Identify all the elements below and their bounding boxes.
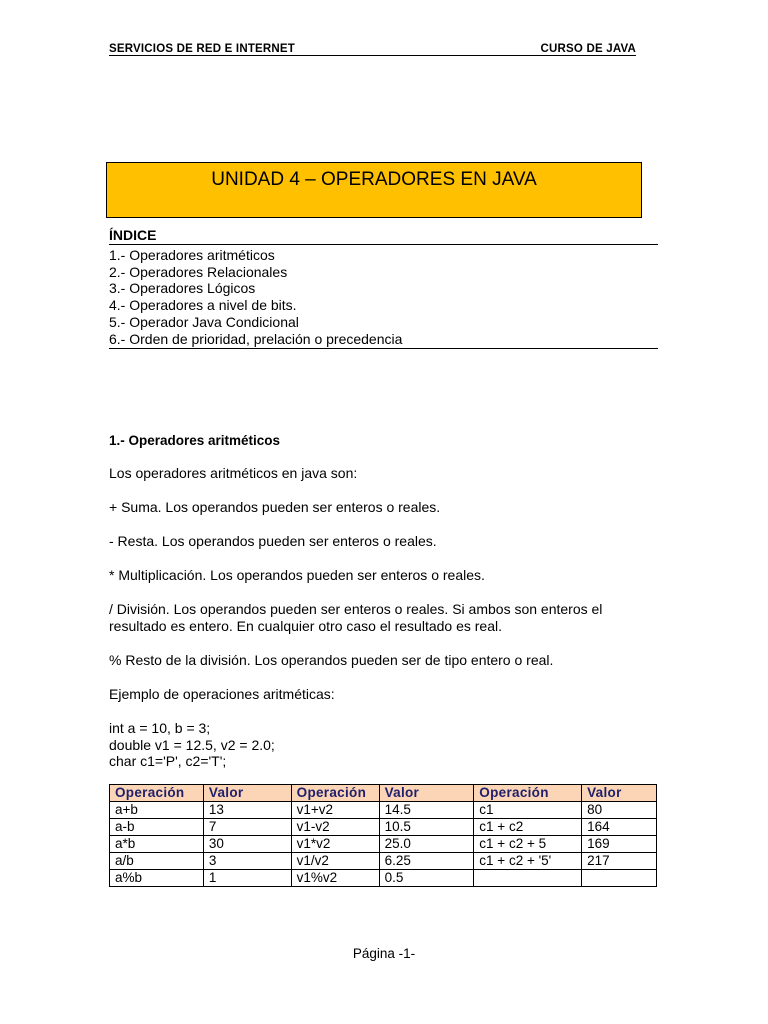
table-cell: v1-v2 (291, 819, 379, 836)
unit-title: UNIDAD 4 – OPERADORES EN JAVA (211, 169, 537, 190)
index-item: 4.- Operadores a nivel de bits. (109, 297, 297, 314)
section-heading: 1.- Operadores aritméticos (109, 433, 281, 448)
table-cell: 30 (203, 836, 291, 853)
table-row (110, 836, 657, 853)
index-heading: ÍNDICE (109, 227, 658, 245)
table-cell: 164 (582, 819, 657, 836)
header-left-text: SERVICIOS DE RED E INTERNET (109, 43, 296, 55)
paragraph: + Suma. Los operandos pueden ser enteros o reales. (109, 499, 441, 515)
table-cell: v1%v2 (291, 870, 379, 887)
index-item: 3.- Operadores Lógicos (109, 280, 256, 297)
table-cell: a-b (110, 819, 204, 836)
column-header: Operación (291, 785, 379, 802)
table-cell: 3 (203, 853, 291, 870)
table-cell: v1+v2 (291, 802, 379, 819)
index-item: 5.- Operador Java Condicional (109, 313, 299, 330)
table-cell: a%b (110, 870, 204, 887)
section-body (109, 432, 661, 770)
paragraph: / División. Los operandos pueden ser enteros o reales. Si ambos son enteros el resultado es entero. En cualquier otro caso el resultado es real. (109, 601, 603, 634)
table-row (110, 870, 657, 887)
index-item: 1.- Operadores aritméticos (109, 247, 275, 263)
index-item: 2.- Operadores Relacionales (109, 263, 288, 280)
code-line: int a = 10, b = 3; (109, 720, 211, 736)
table-cell: a*b (110, 836, 204, 853)
paragraph: * Multiplicación. Los operandos pueden ser enteros o reales. (109, 567, 485, 583)
table-cell: 169 (582, 836, 657, 853)
table-cell: 0.5 (379, 870, 474, 887)
index-item: 6.- Orden de prioridad, prelación o precedencia (109, 330, 403, 347)
page-number: Página -1- (352, 946, 416, 961)
column-header: Operación (474, 785, 582, 802)
table-row (110, 853, 657, 870)
table-cell: 7 (203, 819, 291, 836)
table-cell: 80 (582, 802, 657, 819)
table-row (110, 802, 657, 819)
table-cell: 13 (203, 802, 291, 819)
code-line: char c1='P', c2='T'; (109, 753, 227, 769)
table-cell: v1*v2 (291, 836, 379, 853)
table-cell: 6.25 (379, 853, 474, 870)
table-cell (474, 870, 582, 887)
table-cell: 25.0 (379, 836, 474, 853)
unit-title-box (106, 162, 642, 218)
table-cell: c1 (474, 802, 582, 819)
table-row (110, 819, 657, 836)
paragraph: - Resta. Los operandos pueden ser enteros o reales. (109, 533, 437, 549)
table-cell: v1/v2 (291, 853, 379, 870)
table-cell (582, 870, 657, 887)
table-cell: a+b (110, 802, 204, 819)
paragraph: Los operadores aritméticos en java son: (109, 465, 358, 481)
table-cell: a/b (110, 853, 204, 870)
table-cell: 14.5 (379, 802, 474, 819)
code-line: double v1 = 12.5, v2 = 2.0; (109, 736, 275, 753)
column-header: Valor (379, 785, 474, 802)
header-right-text: CURSO DE JAVA (540, 43, 636, 55)
table-cell: 10.5 (379, 819, 474, 836)
index-list (109, 245, 658, 349)
table-cell: 217 (582, 853, 657, 870)
operations-table (109, 784, 657, 887)
code-example (109, 720, 661, 770)
table-header-row (110, 785, 657, 802)
table-cell: 1 (203, 870, 291, 887)
running-header (109, 43, 636, 56)
index-section (109, 227, 658, 349)
column-header: Valor (203, 785, 291, 802)
column-header: Valor (582, 785, 657, 802)
table-cell: c1 + c2 (474, 819, 582, 836)
table-cell: c1 + c2 + 5 (474, 836, 582, 853)
table-cell: c1 + c2 + '5' (474, 853, 582, 870)
paragraph: Ejemplo de operaciones aritméticas: (109, 686, 335, 702)
paragraph: % Resto de la división. Los operandos pueden ser de tipo entero o real. (109, 652, 554, 668)
column-header: Operación (110, 785, 204, 802)
